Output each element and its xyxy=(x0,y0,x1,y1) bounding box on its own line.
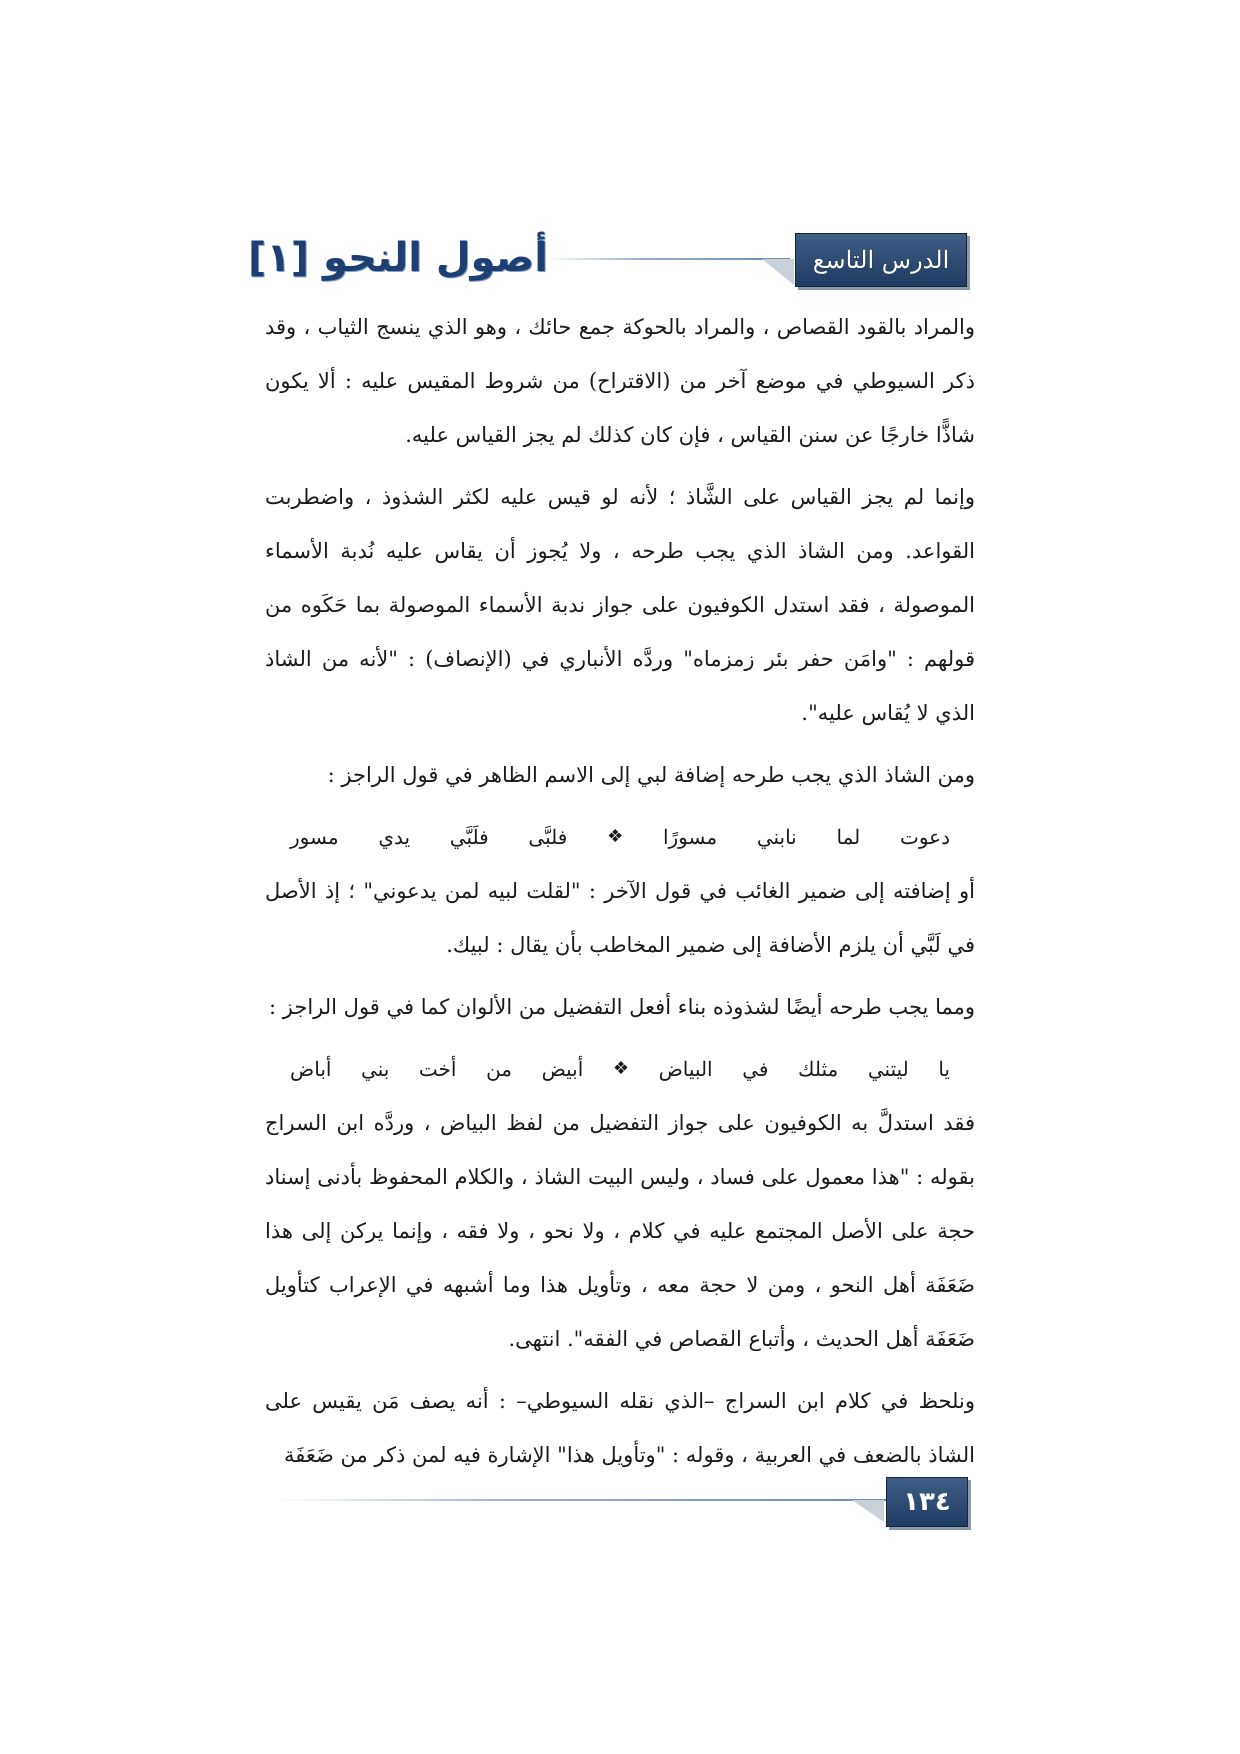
verse-word: يدي xyxy=(378,825,411,849)
paragraph: فقد استدلَّ به الكوفيون على جواز التفضيل من لفظ البياض ، وردَّه ابن السراج بقوله : "هذا معمول على فساد ، وليس البيت الشاذ ، والكلام المحفوظ بأدنى إسناد حجة على الأصل المجتمع عليه في كلام ، ولا نحو ، ولا فقه ، وإنما يركن إلى هذا ضَعَفَة أهل النحو ، ومن لا حجة معه ، وتأويل هذا وما أشبهه في الإعراب كتأويل ضَعَفَة أهل الحديث ، وأتباع القصاص في الفقه". انتهى. xyxy=(265,1111,975,1351)
footer-rule-corner xyxy=(852,1500,884,1522)
paragraph: ونلحظ في كلام ابن السراج –الذي نقله السيوطي– : أنه يصف مَن يقيس على الشاذ بالضعف في العربية ، وقوله : "وتأويل هذا" الإشارة فيه لمن ذكر من ضَعَفَة xyxy=(265,1389,975,1467)
verse-word: من xyxy=(486,1057,513,1081)
footer-rule xyxy=(275,1499,890,1501)
poetry-verse xyxy=(265,810,975,864)
paragraph: ومما يجب طرحه أيضًا لشذوذه بناء أفعل التفضيل من الألوان كما في قول الراجز : xyxy=(269,995,975,1019)
book-title: أصول النحو [١] xyxy=(248,235,548,281)
verse-separator-icon: ❖ xyxy=(607,826,624,847)
paragraph: وإنما لم يجز القياس على الشَّاذ ؛ لأنه لو قيس عليه لكثر الشذوذ ، واضطربت القواعد. ومن الشاذ الذي يجب طرحه ، ولا يُجوز أن يقاس عليه نُدبة الأسماء الموصولة ، فقد استدل الكوفيون على جواز ندبة الأسماء الموصولة بما حَكَوه من قولهم : "وامَن حفر بئر زمزماه" وردَّه الأنباري في (الإنصاف) : "لأنه من الشاذ الذي لا يُقاس عليه". xyxy=(265,485,975,725)
verse-word: بني xyxy=(361,1057,390,1081)
verse-word: أبيض xyxy=(541,1057,584,1081)
page-number: ١٣٤ xyxy=(903,1487,951,1517)
verse-word: مسور xyxy=(290,825,339,849)
page-body xyxy=(265,300,975,1490)
paragraph: والمراد بالقود القصاص ، والمراد بالحوكة جمع حائك ، وهو الذي ينسج الثياب ، وقد ذكر السيوطي في موضع آخر من (الاقتراح) من شروط المقيس عليه : ألا يكون شاذًّا خارجًا عن سنن القياس ، فإن كان كذلك لم يجز القياس عليه. xyxy=(265,315,975,447)
verse-separator-icon: ❖ xyxy=(612,1058,630,1079)
verse-word: يا xyxy=(938,1057,950,1081)
page-number-badge xyxy=(886,1477,968,1527)
verse-word: البياض xyxy=(658,1057,713,1081)
verse-word: ليتني xyxy=(867,1057,909,1081)
verse-word: مثلك xyxy=(798,1057,839,1081)
lesson-label: الدرس التاسع xyxy=(812,246,950,274)
verse-word: فلبَّى xyxy=(528,825,568,849)
verse-word: لما xyxy=(836,825,861,849)
header-rule xyxy=(545,258,790,260)
verse-word: نابني xyxy=(756,825,797,849)
header-rule-corner xyxy=(762,259,794,285)
paragraph: ومن الشاذ الذي يجب طرحه إضافة لبي إلى الاسم الظاهر في قول الراجز : xyxy=(327,763,975,787)
paragraph: أو إضافته إلى ضمير الغائب في قول الآخر : "لقلت لبيه لمن يدعوني" ؛ إذ الأصل في لَبَّي أن يلزم الأضافة إلى ضمير المخاطب بأن يقال : لبيك. xyxy=(265,879,975,957)
verse-word: في xyxy=(742,1057,769,1081)
poetry-verse xyxy=(265,1042,975,1096)
verse-word: أباض xyxy=(290,1057,332,1081)
verse-word: دعوت xyxy=(900,825,950,849)
verse-word: فلَبَّي xyxy=(449,825,489,849)
verse-word: مسورًا xyxy=(662,825,718,849)
verse-word: أخت xyxy=(418,1057,457,1081)
lesson-badge xyxy=(795,233,967,287)
